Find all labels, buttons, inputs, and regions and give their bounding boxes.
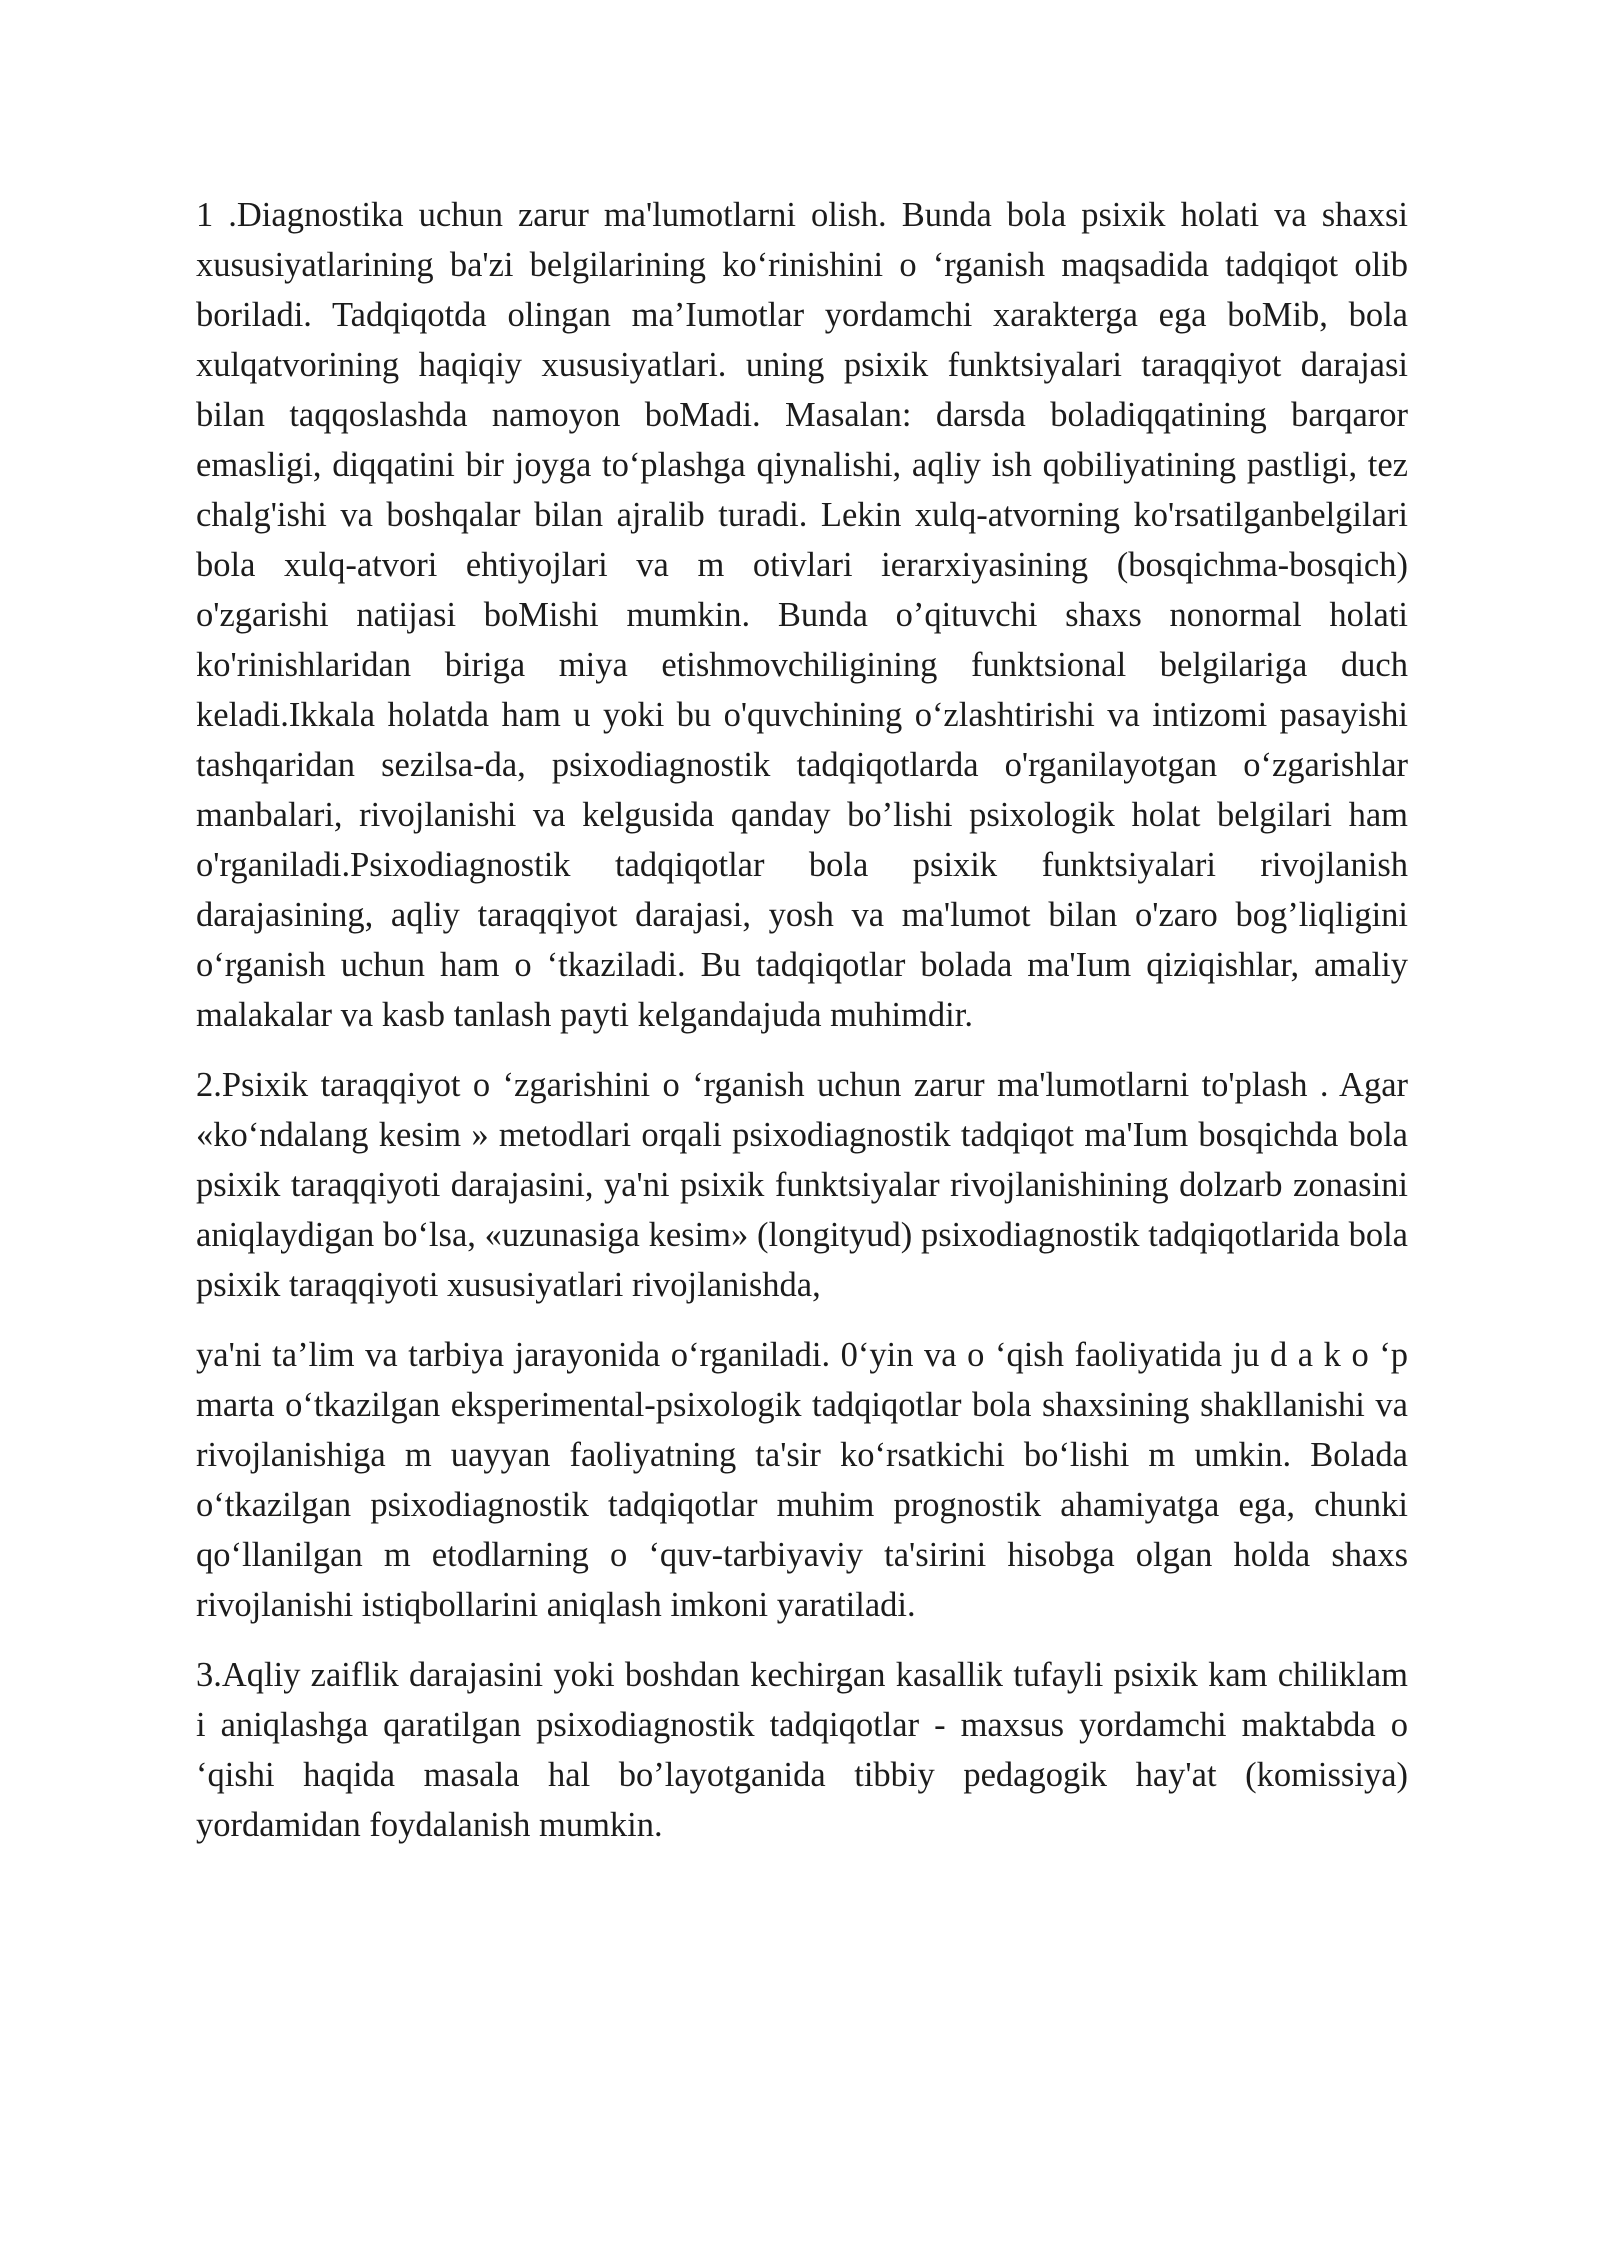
- paragraph-education-process: ya'ni ta’lim va tarbiya jarayonida o‘rganiladi. 0‘yin va o ‘qish faoliyatida ju d a k o ‘p marta o‘tkazilgan eksperimental-psixologik tadqiqotlar bola shaxsining shakllanishi va rivojlanishiga m uayyan faoliyatning ta'sir ko‘rsatkichi bo‘lishi m umkin. Bolada o‘tkazilgan psixodiagnostik tadqiqotlar muhim prognostik ahamiyatga ega, chunki qo‘llanilgan m etodlarning o ‘quv-tarbiyaviy ta'sirini hisobga olgan holda shaxs rivojlanishi istiqbollarini aniqlash imkoni yaratiladi.: [196, 1336, 1408, 1624]
- paragraph-development-changes: 2.Psixik taraqqiyot o ‘zgarishini o ‘rganish uchun zarur ma'lumotlarni to'plash . Agar «ko‘ndalang kesim » metodlari orqali psixodiagnostik tadqiqot ma'Ium bosqichda bola psixik taraqqiyoti darajasini, ya'ni psixik funktsiyalar rivojlanishining dolzarb zonasini aniqlaydigan bo‘lsa, «uzunasiga kesim» (longityud) psixodiagnostik tadqiqotlarida bola psixik taraqqiyoti xususiyatlari rivojlanishda,: [196, 1066, 1408, 1304]
- paragraph-diagnostics: 1 .Diagnostika uchun zarur ma'lumotlarni olish. Bunda bola psixik holati va shaxsi xususiyatlarining ba'zi belgilarining ko‘rinishini o ‘rganish maqsadida tadqiqot olib boriladi. Tadqiqotda olingan ma’Iumotlar yordamchi xarakterga ega boMib, bola xulqatvorining haqiqiy xususiyatlari. uning psixik funktsiyalari taraqqiyot darajasi bilan taqqoslashda namoyon boMadi. Masalan: darsda boladiqqatining barqaror emasligi, diqqatini bir joyga to‘plashga qiynalishi, aqliy ish qobiliyatining pastligi, tez chalg'ishi va boshqalar bilan ajralib turadi. Lekin xulq-atvorning ko'rsatilganbelgilari bola xulq-atvori ehtiyojlari va m otivlari ierarxiyasining (bosqichma-bosqich) o'zgarishi natijasi boMishi mumkin. Bunda o’qituvchi shaxs nonormal holati ko'rinishlaridan biriga miya etishmovchiligining funktsional belgilariga duch keladi.Ikkala holatda ham u yoki bu o'quvchining o‘zlashtirishi va intizomi pasayishi tashqaridan sezilsa-da, psixodiagnostik tadqiqotlarda o'rganilayotgan o‘zgarishlar manbalari, rivojlanishi va kelgusida qanday bo’lishi psixologik holat belgilari ham o'rganiladi.Psixodiagnostik tadqiqotlar bola psixik funktsiyalari rivojlanish darajasining, aqliy taraqqiyot darajasi, yosh va ma'lumot bilan o'zaro bog’liqligini o‘rganish uchun ham o ‘tkaziladi. Bu tadqiqotlar bolada ma'Ium qiziqishlar, amaliy malakalar va kasb tanlash payti kelgandajuda muhimdir.: [196, 196, 1408, 1034]
- document-body: [196, 190, 1408, 1870]
- paragraph-mental-weakness: 3.Aqliy zaiflik darajasini yoki boshdan kechirgan kasallik tufayli psixik kam chiliklam i aniqlashga qaratilgan psixodiagnostik tadqiqotlar - maxsus yordamchi maktabda o ‘qishi haqida masala hal bo’layotganida tibbiy pedagogik hay'at (komissiya) yordamidan foydalanish mumkin.: [196, 1656, 1408, 1844]
